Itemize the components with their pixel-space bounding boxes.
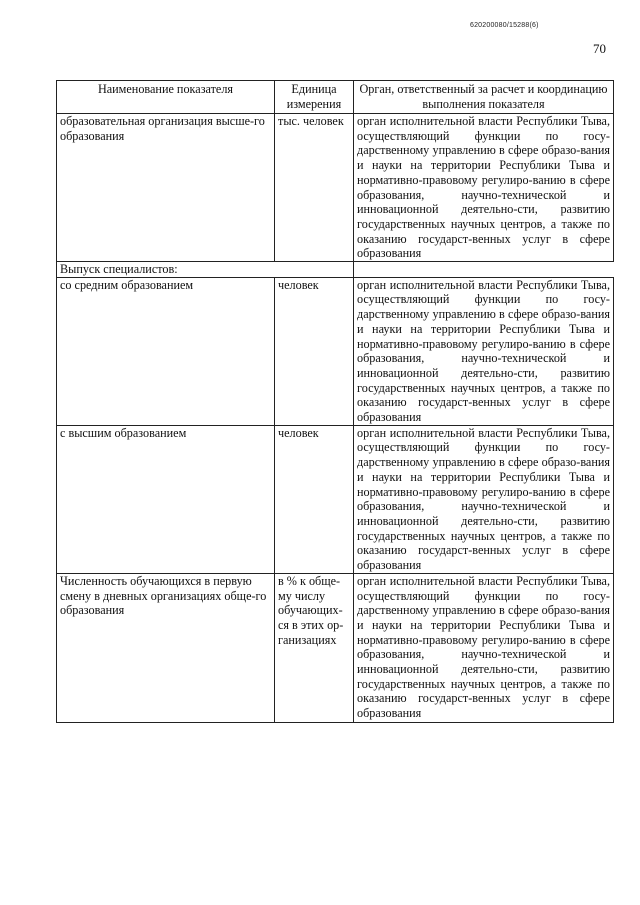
unit-of-measure: в % к обще-му числу обучающих-ся в этих ор-ганизациях [275,573,354,722]
column-header-responsible-body: Орган, ответственный за расчет и координацию выполнения показателя [354,81,614,114]
page-number: 70 [593,41,606,56]
indicator-table [56,80,614,723]
responsible-body: орган исполнительной власти Республики Тыва, осуществляющий функции по госу-дарственному управлению в сфере образо-вания и науки на территории Республики Тыва и нормативно-правовому регулиро-ванию в сфере образования, научно-технической и инновационной деятельно-сти, развитию государственных научных центров, а также по оказанию государст-венных услуг в сфере образования [354,114,614,262]
table-row [57,277,614,425]
table-header-row [57,81,614,114]
responsible-body: орган исполнительной власти Республики Тыва, осуществляющий функции по госу-дарственному управлению в сфере образо-вания и науки на территории Республики Тыва и нормативно-правовому регулиро-ванию в сфере образования, научно-технической и инновационной деятельно-сти, развитию государственных научных центров, а также по оказанию государст-венных услуг в сфере образования [354,277,614,425]
table-row [57,573,614,722]
column-header-unit: Единица измерения [275,81,354,114]
table-row [57,425,614,573]
table-row [57,114,614,262]
section-title: Выпуск специалистов: [57,262,275,278]
indicator-name: Численность обучающихся в первую смену в дневных организациях обще-го образования [57,573,275,722]
unit-of-measure: тыс. человек [275,114,354,262]
section-blank-cell [275,262,354,278]
section-blank-cell [354,262,614,278]
unit-of-measure: человек [275,425,354,573]
responsible-body: орган исполнительной власти Республики Тыва, осуществляющий функции по госу-дарственному управлению в сфере образо-вания и науки на территории Республики Тыва и нормативно-правовому регулиро-ванию в сфере образования, научно-технической и инновационной деятельно-сти, развитию государственных научных центров, а также по оказанию государст-венных услуг в сфере образования [354,425,614,573]
responsible-body: орган исполнительной власти Республики Тыва, осуществляющий функции по госу-дарственному управлению в сфере образо-вания и науки на территории Республики Тыва и нормативно-правовому регулиро-ванию в сфере образования, научно-технической и инновационной деятельно-сти, развитию государственных научных центров, а также по оказанию государст-венных услуг в сфере образования [354,573,614,722]
column-header-indicator: Наименование показателя [57,81,275,114]
indicator-name: с высшим образованием [57,425,275,573]
indicator-name: образовательная организация высше-го образования [57,114,275,262]
document-id: 620200080/15288(6) [470,22,539,29]
section-row [57,262,614,278]
unit-of-measure: человек [275,277,354,425]
indicator-name: со средним образованием [57,277,275,425]
